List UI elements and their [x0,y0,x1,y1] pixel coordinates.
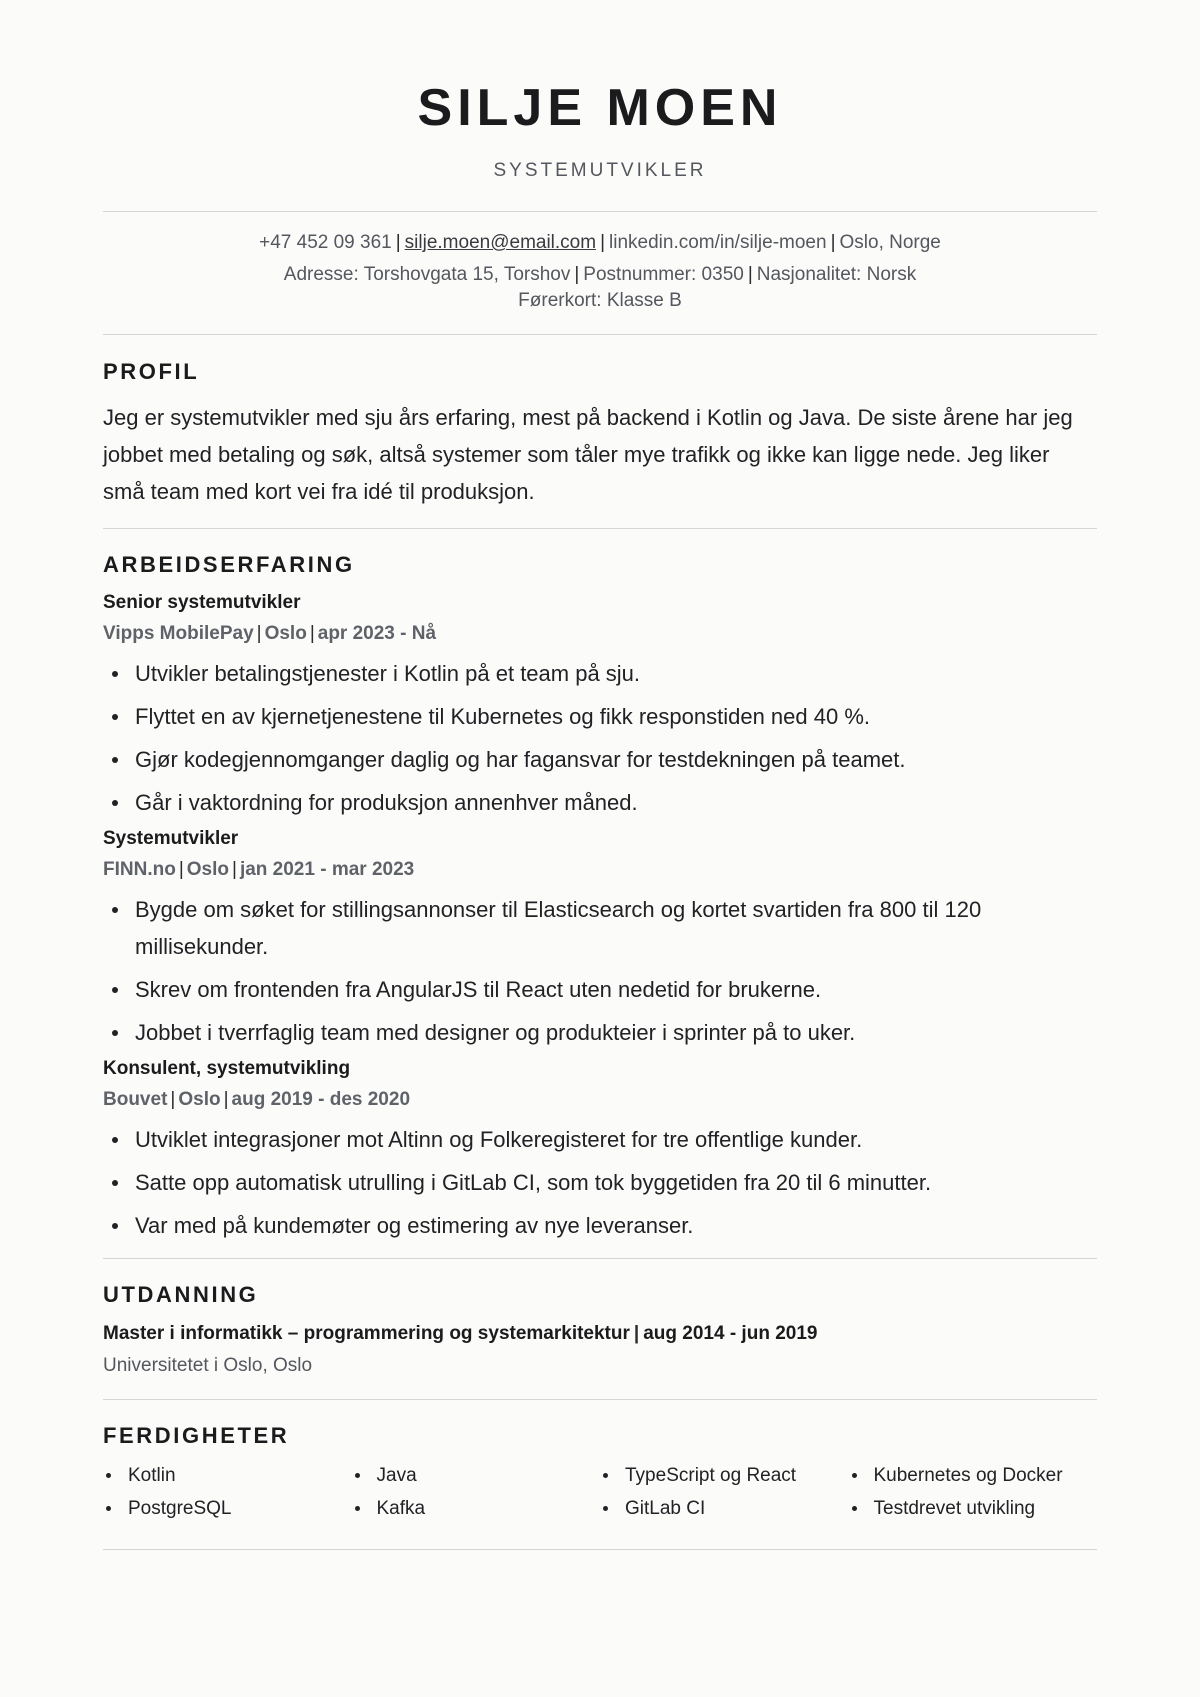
job-title: Konsulent, systemutvikling [103,1058,351,1079]
nationality: Nasjonalitet: Norsk [756,264,917,285]
skill-item: Java [352,1463,601,1488]
experience-section [103,552,1097,1244]
skill-item: PostgreSQL [103,1496,352,1521]
job-city: Oslo [186,859,229,880]
skill-item: Kafka [352,1496,601,1521]
skills-grid [103,1463,1097,1529]
job-bullet: Var med på kundemøter og estimering av nye leveranser. [103,1207,1097,1244]
linkedin-url: linkedin.com/in/silje-moen [609,232,827,253]
job-company: FINN.no [103,859,176,880]
job-bullet: Utvikler betalingstjenester i Kotlin på et team på sju. [103,655,1097,692]
skill-item: Kubernetes og Docker [849,1463,1098,1488]
job-period: aug 2019 - des 2020 [231,1089,411,1110]
job-bullets [103,655,1097,821]
job-bullet: Gjør kodegjennomganger daglig og har fagansvar for testdekningen på teamet. [103,741,1097,778]
education-school: Universitetet i Oslo, Oslo [103,1355,313,1376]
job-bullets [103,1121,1097,1244]
education-degree: Master i informatikk – programmering og systemarkitektur [103,1323,630,1344]
job-entry [103,1057,1097,1244]
postal-code: Postnummer: 0350 [583,264,744,285]
job-meta [103,1087,1097,1113]
separator: | [256,623,262,644]
job-meta [103,621,1097,647]
contact-line-1 [103,230,1097,256]
education-section [103,1282,1097,1379]
job-period: apr 2023 - Nå [317,623,437,644]
candidate-title: SYSTEMUTVIKLER [493,160,707,181]
email-link[interactable]: silje.moen@email.com [404,232,597,253]
separator: | [747,264,753,285]
job-bullet: Jobbet i tverrfaglig team med designer og produkteier i sprinter på to uker. [103,1014,1097,1051]
divider [103,211,1097,212]
drivers-license: Førerkort: Klasse B [518,290,682,311]
job-title: Senior systemutvikler [103,592,301,613]
job-meta [103,857,1097,883]
skills-column [103,1463,352,1529]
skill-item: Kotlin [103,1463,352,1488]
skills-column [849,1463,1098,1529]
job-city: Oslo [264,623,307,644]
resume-header [103,0,1097,182]
skill-item: TypeScript og React [600,1463,849,1488]
contact-line-3 [103,288,1097,314]
job-bullet: Går i vaktordning for produksjon annenhver måned. [103,784,1097,821]
job-company: Vipps MobilePay [103,623,254,644]
job-company: Bouvet [103,1089,168,1110]
separator: | [600,232,606,253]
job-entry [103,591,1097,821]
separator: | [309,623,315,644]
contact-line-2 [103,262,1097,288]
job-period: jan 2021 - mar 2023 [239,859,415,880]
job-bullet: Skrev om frontenden fra AngularJS til React uten nedetid for brukerne. [103,971,1097,1008]
section-heading-profile: PROFIL [103,359,200,384]
candidate-name: SILJE MOEN [417,79,783,137]
address: Adresse: Torshovgata 15, Torshov [283,264,571,285]
divider [103,528,1097,529]
skill-item: Testdrevet utvikling [849,1496,1098,1521]
job-city: Oslo [178,1089,221,1110]
contact-block [103,230,1097,314]
job-entry [103,827,1097,1051]
separator: | [223,1089,229,1110]
profile-text: Jeg er systemutvikler med sju års erfaring, mest på backend i Kotlin og Java. De siste årene har jeg jobbet med betaling og søk, altså systemer som tåler mye trafikk og ikke kan ligge nede. Jeg liker små team med kort vei fra idé til produksjon. [103,405,1073,504]
job-bullet: Utviklet integrasjoner mot Altinn og Folkeregisteret for tre offentlige kunder. [103,1121,1097,1158]
separator: | [178,859,184,880]
divider [103,334,1097,335]
job-bullets [103,891,1097,1051]
section-heading-experience: ARBEIDSERFARING [103,552,355,577]
location: Oslo, Norge [839,232,941,253]
separator: | [170,1089,176,1110]
section-heading-skills: FERDIGHETER [103,1423,290,1448]
divider [103,1549,1097,1550]
divider [103,1258,1097,1259]
skill-item: GitLab CI [600,1496,849,1521]
education-degree-line [103,1321,1097,1347]
phone-number: +47 452 09 361 [259,232,392,253]
education-period: aug 2014 - jun 2019 [643,1323,818,1344]
separator: | [574,264,580,285]
separator: | [232,859,237,880]
job-bullet: Satte opp automatisk utrulling i GitLab CI, som tok byggetiden fra 20 til 6 minutter. [103,1164,1097,1201]
separator: | [395,232,401,253]
job-title: Systemutvikler [103,828,239,849]
separator: | [830,232,836,253]
job-bullet: Bygde om søket for stillingsannonser til Elasticsearch og kortet svartiden fra 800 til 120 millisekunder. [103,891,1097,965]
divider [103,1399,1097,1400]
skills-section [103,1423,1097,1529]
skills-column [600,1463,849,1529]
section-heading-education: UTDANNING [103,1282,259,1307]
separator: | [633,1323,640,1344]
job-bullet: Flyttet en av kjernetjenestene til Kubernetes og fikk responstiden ned 40 %. [103,698,1097,735]
skills-column [352,1463,601,1529]
profile-section [103,359,1097,510]
